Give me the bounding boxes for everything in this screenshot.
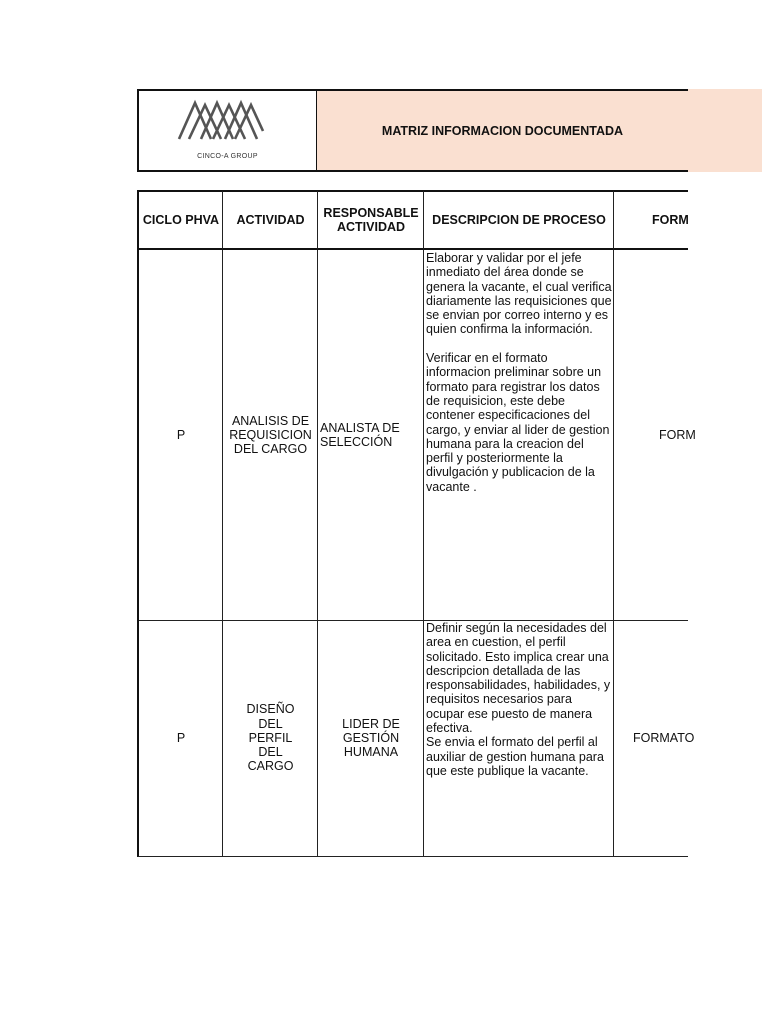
row2-descripcion: Definir según la necesidades del area en cuestion, el perfil solicitado. Esto implica crear una descripcion detallada de las responsabilidades, habilidades, y requisitos necesarios para ocupar ese puesto de manera efectiva. Se envia el formato del perfil al auxiliar de gestion humana para que este publique la vacante. <box>423 620 614 857</box>
col-header-formato: FORM <box>613 190 688 250</box>
row1-actividad: ANALISIS DE REQUISICION DEL CARGO <box>222 250 318 621</box>
col-header-descripcion: DESCRIPCION DE PROCESO <box>423 190 614 250</box>
col-header-actividad: ACTIVIDAD <box>222 190 318 250</box>
title-fill-extension <box>688 89 762 172</box>
document-title: MATRIZ INFORMACION DOCUMENTADA <box>317 89 688 172</box>
row2-formato: FORMATO <box>613 620 688 857</box>
logo-text: CINCO-A GROUP <box>197 153 258 160</box>
row1-responsable: ANALISTA DE SELECCIÓN <box>317 250 424 621</box>
row1-formato: FORM <box>613 250 688 621</box>
company-logo-cell <box>137 89 317 172</box>
row1-ciclo: P <box>137 250 223 621</box>
cinco-a-logo-icon <box>177 99 281 153</box>
row2-responsable: LIDER DE GESTIÓN HUMANA <box>317 620 424 857</box>
col-header-responsable: RESPONSABLE ACTIVIDAD <box>317 190 424 250</box>
col-header-ciclo: CICLO PHVA <box>137 190 223 250</box>
row2-actividad: DISEÑO DEL PERFIL DEL CARGO <box>222 620 318 857</box>
row1-descripcion: Elaborar y validar por el jefe inmediato del área donde se genera la vacante, el cual verifica diariamente las requisiciones que se envian por correo interno y es quien confirma la información. Verificar en el formato informacion preliminar sobre un formato para registrar los datos de requisicion, este debe contener especificaciones del cargo, y enviar al lider de gestion humana para la creacion del perfil y posteriormente la divulgación y publicacion de la vacante . <box>423 250 614 621</box>
row2-ciclo: P <box>137 620 223 857</box>
